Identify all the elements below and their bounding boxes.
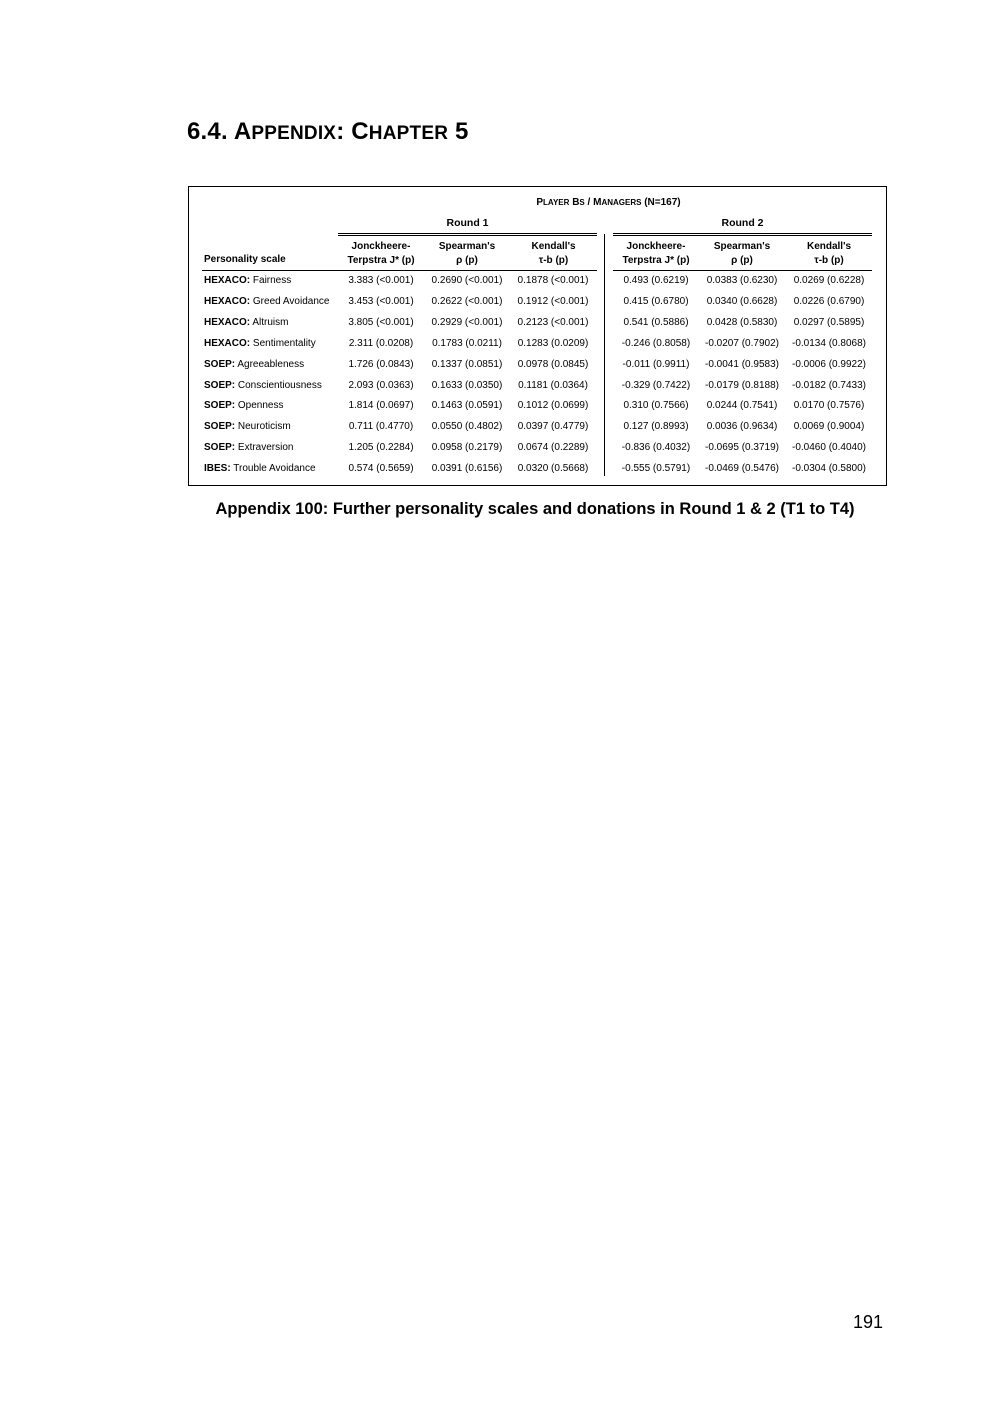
- table-cell: 0.493 (0.6219): [623, 275, 689, 286]
- table-cell: -0.0695 (0.3719): [705, 442, 779, 454]
- table-cell: 0.0340 (0.6628): [706, 295, 778, 307]
- col-header-r1-kendall: [510, 240, 597, 268]
- section-heading: [187, 118, 469, 146]
- row-scale-prefix: SOEP:: [204, 442, 236, 454]
- row-scale-prefix: SOEP:: [204, 358, 236, 370]
- row-scale-prefix: HEXACO:: [204, 275, 251, 286]
- row-scale-name: Greed Avoidance: [250, 295, 330, 307]
- table-cell: 0.0226 (0.6790): [793, 295, 865, 307]
- table-cell: 0.1012 (0.0699): [517, 400, 589, 412]
- col-header-r2-spearman: [698, 240, 786, 268]
- table-cell: -0.329 (0.7422): [621, 379, 691, 391]
- round1-label: Round 1: [446, 217, 489, 229]
- col-header-r2-jt: [611, 240, 701, 268]
- table-cell: 0.415 (0.6780): [623, 295, 689, 307]
- row-scale-prefix: SOEP:: [204, 379, 236, 391]
- table-cell: 0.0244 (0.7541): [706, 400, 778, 412]
- table-cell: 0.0036 (0.9634): [706, 421, 778, 433]
- group-title-part: / M: [584, 197, 602, 208]
- table-group-title: [345, 197, 872, 208]
- table-row: [0, 442, 1000, 463]
- table-cell: 0.541 (0.5886): [623, 316, 689, 328]
- col-header-r2-kendall: [785, 240, 873, 268]
- heading-tail: 5: [448, 118, 469, 145]
- table-cell: 0.574 (0.5659): [348, 463, 414, 475]
- table-cell: 0.2929 (<0.001): [431, 316, 503, 328]
- table-cell: 0.0550 (0.4802): [431, 421, 503, 433]
- row-scale-label: [204, 421, 291, 432]
- row-scale-prefix: IBES:: [204, 463, 231, 475]
- table-caption: Appendix 100: Further personality scales and donations in Round 1 & 2 (T1 to T4): [215, 500, 855, 518]
- table-cell: 0.1878 (<0.001): [517, 275, 589, 286]
- table-cell: 0.0391 (0.6156): [431, 463, 503, 475]
- row-scale-prefix: HEXACO:: [204, 316, 251, 328]
- col-header-line: ρ (p): [456, 255, 478, 266]
- table-cell: 1.205 (0.2284): [348, 442, 414, 454]
- table-cell: 0.2123 (<0.001): [517, 316, 589, 328]
- table-row: [0, 400, 1000, 421]
- table-row: [0, 338, 1000, 359]
- table-cell: 3.453 (<0.001): [348, 295, 414, 307]
- table-cell: -0.836 (0.4032): [621, 442, 691, 454]
- table-cell: 0.1337 (0.0851): [431, 358, 503, 370]
- table-cell: 0.0958 (0.2179): [431, 442, 503, 454]
- table-cell: 0.2622 (<0.001): [431, 295, 503, 307]
- table-cell: 0.0069 (0.9004): [793, 421, 865, 433]
- table-cell: 0.0428 (0.5830): [706, 316, 778, 328]
- table-row: [0, 296, 1000, 317]
- row-scale-name: Openness: [235, 400, 284, 412]
- table-row: [0, 359, 1000, 380]
- table-cell: 0.0269 (0.6228): [793, 275, 865, 286]
- table-cell: 0.0674 (0.2289): [517, 442, 589, 454]
- col-header-line: τ-b (p): [814, 255, 844, 266]
- round2-rule: [613, 233, 872, 236]
- row-scale-prefix: HEXACO:: [204, 295, 251, 307]
- row-scale-prefix: SOEP:: [204, 421, 236, 433]
- personality-scale-header: Personality scale: [204, 254, 286, 265]
- heading-colon: :: [336, 118, 352, 145]
- table-cell: 0.1181 (0.0364): [518, 379, 588, 391]
- row-scale-name: Sentimentality: [250, 337, 316, 349]
- table-cell: -0.011 (0.9911): [622, 358, 690, 370]
- table-cell: 0.310 (0.7566): [623, 400, 689, 412]
- group-title-part: LAYER: [543, 198, 570, 207]
- group-title-part: S: [579, 198, 585, 207]
- row-scale-label: [204, 442, 293, 453]
- row-scale-name: Conscientiousness: [235, 379, 322, 391]
- table-cell: 3.805 (<0.001): [348, 316, 414, 328]
- row-scale-label: [204, 359, 304, 370]
- table-cell: 0.127 (0.8993): [623, 421, 689, 433]
- header-rule-left: [202, 270, 597, 271]
- heading-word2-initial: C: [351, 118, 369, 145]
- round2-label: Round 2: [721, 217, 764, 229]
- table-cell: -0.0207 (0.7902): [705, 337, 779, 349]
- row-scale-prefix: SOEP:: [204, 400, 236, 412]
- heading-word1-initial: A: [233, 118, 252, 145]
- row-scale-label: [204, 296, 329, 307]
- table-cell: -0.0041 (0.9583): [705, 358, 779, 370]
- table-cell: 1.814 (0.0697): [348, 400, 414, 412]
- row-scale-name: Neuroticism: [235, 421, 291, 433]
- table-cell: 0.1912 (<0.001): [517, 295, 589, 307]
- round1-rule: [338, 233, 597, 236]
- table-cell: 3.383 (<0.001): [348, 275, 414, 286]
- heading-number: 6.4.: [187, 118, 234, 145]
- row-scale-label: [204, 338, 316, 349]
- table-row: [0, 463, 1000, 484]
- table-cell: -0.246 (0.8058): [621, 337, 691, 349]
- heading-word1-rest: PPENDIX: [251, 123, 337, 144]
- table-cell: -0.0182 (0.7433): [792, 379, 866, 391]
- col-header-line: Spearman's: [438, 241, 496, 252]
- table-cell: -0.0469 (0.5476): [705, 463, 779, 475]
- table-cell: 0.0320 (0.5668): [517, 463, 589, 475]
- table-cell: -0.0304 (0.5800): [792, 463, 866, 475]
- table-row: [0, 421, 1000, 442]
- row-scale-name: Trouble Avoidance: [230, 463, 316, 475]
- row-scale-name: Extraversion: [235, 442, 294, 454]
- table-cell: 0.711 (0.4770): [348, 421, 414, 433]
- table-cell: -0.555 (0.5791): [621, 463, 691, 475]
- row-scale-prefix: HEXACO:: [204, 337, 251, 349]
- row-scale-name: Fairness: [250, 275, 292, 286]
- table-cell: -0.0006 (0.9922): [792, 358, 866, 370]
- col-header-line: Jonckheere-: [351, 241, 411, 252]
- group-title-part: B: [569, 197, 580, 208]
- table-cell: 0.0397 (0.4779): [517, 421, 589, 433]
- table-cell: 2.311 (0.0208): [348, 337, 414, 349]
- header-rule-right: [613, 270, 872, 271]
- row-scale-label: [204, 400, 284, 411]
- table-cell: 0.1783 (0.0211): [432, 337, 502, 349]
- row-scale-label: [204, 380, 322, 391]
- row-scale-label: [204, 463, 316, 474]
- group-title-part: (N=167): [641, 197, 681, 208]
- col-header-r1-spearman: [424, 240, 510, 268]
- group-title-part: P: [536, 197, 544, 208]
- table-cell: 0.2690 (<0.001): [431, 275, 503, 286]
- table-cell: 0.1463 (0.0591): [431, 400, 503, 412]
- col-header-r1-jt: [336, 240, 426, 268]
- table-cell: -0.0179 (0.8188): [705, 379, 779, 391]
- table-cell: 1.726 (0.0843): [348, 358, 414, 370]
- table-row: [0, 275, 1000, 296]
- group-title-part: ANAGERS: [601, 198, 642, 207]
- table-cell: 0.0383 (0.6230): [706, 275, 778, 286]
- col-header-line: Terpstra J* (p): [622, 255, 690, 266]
- table-cell: 2.093 (0.0363): [348, 379, 414, 391]
- row-scale-label: [204, 317, 288, 328]
- table-cell: 0.0297 (0.5895): [793, 316, 865, 328]
- col-header-line: Spearman's: [713, 241, 771, 252]
- table-cell: 0.1633 (0.0350): [431, 379, 503, 391]
- heading-word2-rest: HAPTER: [368, 123, 449, 144]
- table-cell: 0.0170 (0.7576): [793, 400, 865, 412]
- page-number: 191: [853, 1312, 884, 1332]
- col-header-line: Jonckheere-: [626, 241, 686, 252]
- table-row: [0, 317, 1000, 338]
- table-row: [0, 380, 1000, 401]
- row-scale-name: Altruism: [250, 316, 289, 328]
- table-cell: -0.0134 (0.8068): [792, 337, 866, 349]
- table-cell: 0.1283 (0.0209): [517, 337, 589, 349]
- table-cell: 0.0978 (0.0845): [517, 358, 589, 370]
- col-header-line: Kendall's: [531, 241, 576, 252]
- col-header-line: τ-b (p): [538, 255, 569, 266]
- col-header-line: Kendall's: [806, 241, 852, 252]
- row-scale-name: Agreeableness: [235, 358, 305, 370]
- col-header-line: Terpstra J* (p): [347, 255, 415, 266]
- col-header-line: ρ (p): [731, 255, 753, 266]
- row-scale-label: [204, 275, 291, 286]
- table-cell: -0.0460 (0.4040): [792, 442, 866, 454]
